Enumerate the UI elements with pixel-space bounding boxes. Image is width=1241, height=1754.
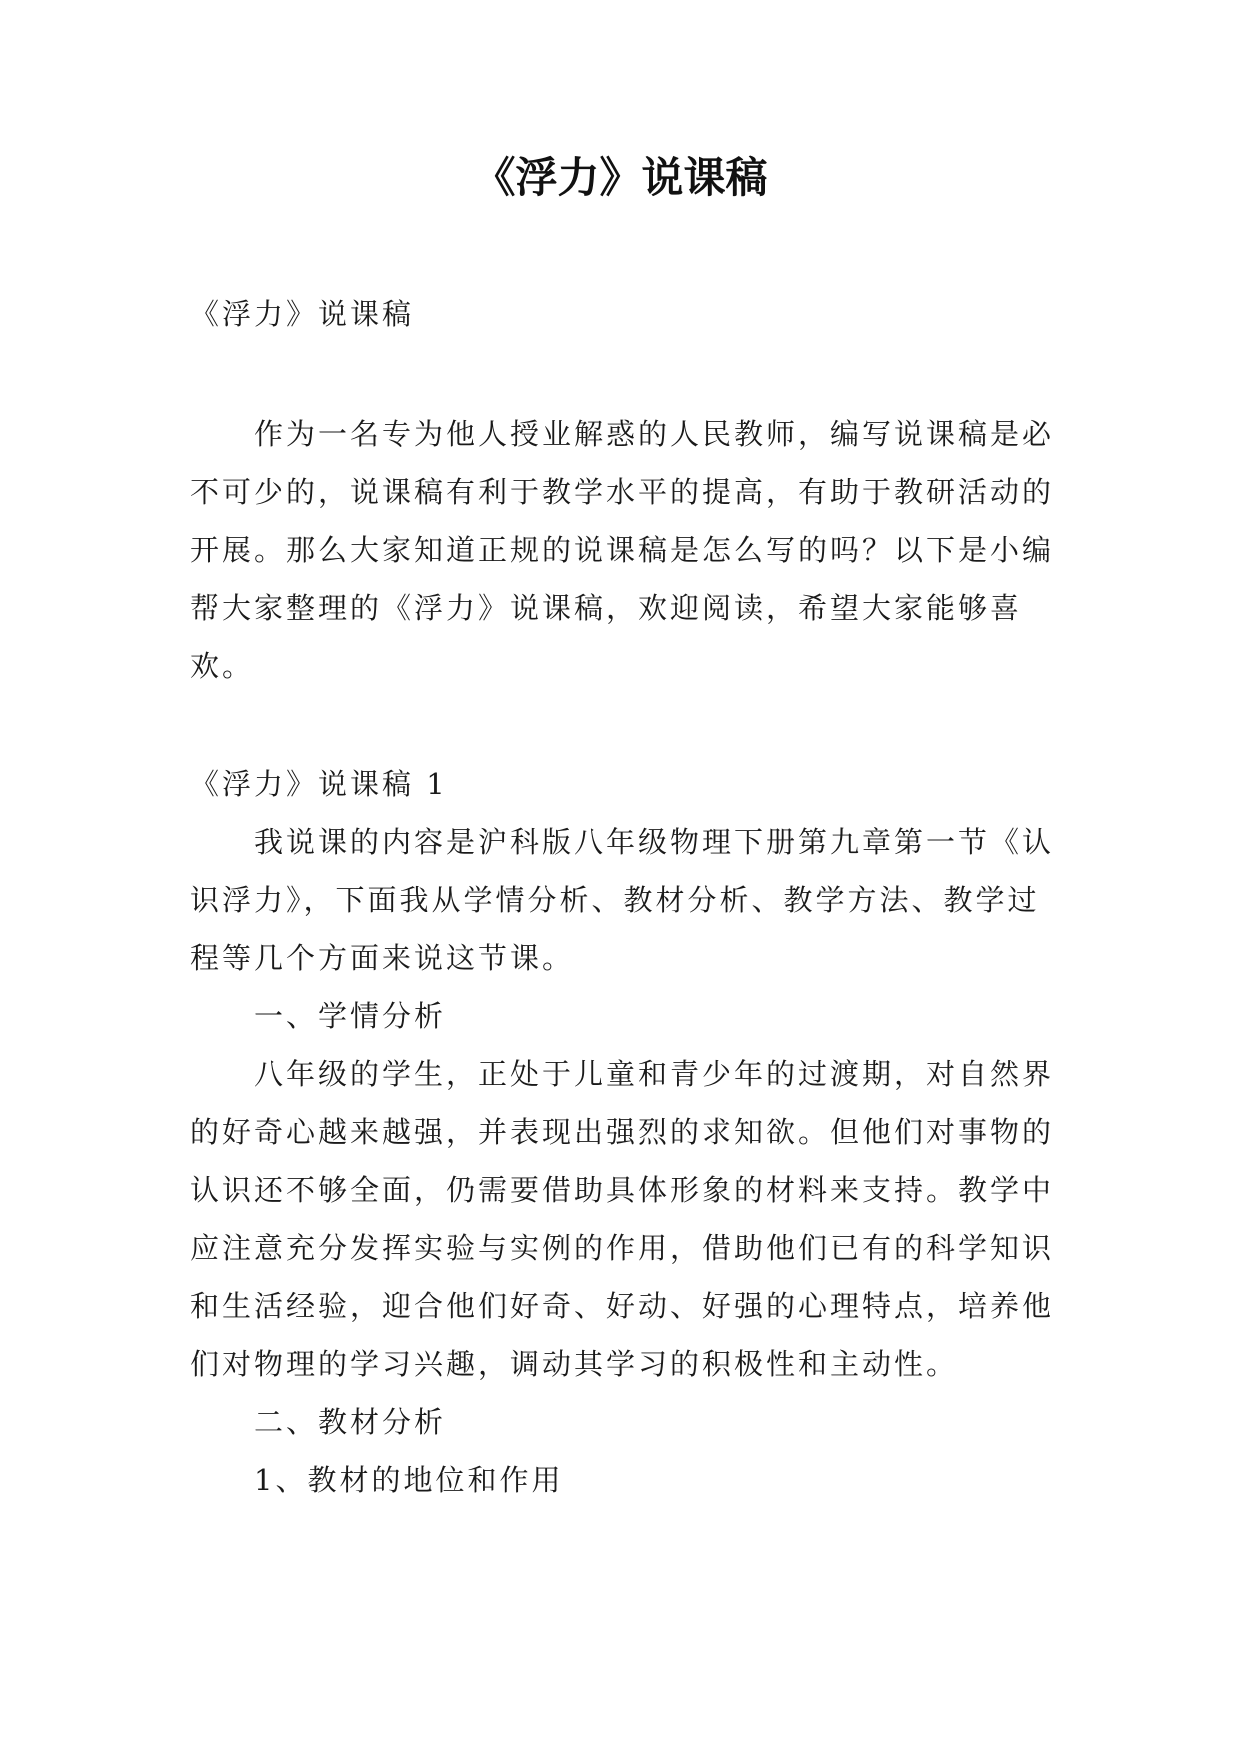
- section-body: [190, 755, 1060, 1509]
- section-heading: 《浮力》说课稿 1: [190, 767, 448, 801]
- document-subtitle: 《浮力》说课稿: [190, 297, 415, 331]
- content-paragraph: 八年级的学生，正处于儿童和青少年的过渡期，对自然界的好奇心越来越强，并表现出强烈的求知欲。但他们对事物的认识还不够全面，仍需要借助具体形象的材料来支持。教学中应注意充分发挥实验与实例的作用，借助他们已有的科学知识和生活经验，迎合他们好奇、好动、好强的心理特点，培养他们对物理的学习兴趣，调动其学习的积极性和主动性。: [190, 1057, 1055, 1381]
- heading-student-analysis: 一、学情分析: [254, 999, 447, 1033]
- heading-textbook-analysis: 二、教材分析: [254, 1405, 447, 1439]
- content-paragraph: 我说课的内容是沪科版八年级物理下册第九章第一节《认识浮力》，下面我从学情分析、教材分析、教学方法、教学过程等几个方面来说这节课。: [190, 825, 1055, 975]
- subheading-textbook-role: 1、教材的地位和作用: [254, 1463, 564, 1497]
- document-title: 《浮力》说课稿: [473, 153, 768, 202]
- intro-paragraph: 作为一名专为他人授业解惑的人民教师，编写说课稿是必不可少的，说课稿有利于教学水平的提高，有助于教研活动的开展。那么大家知道正规的说课稿是怎么写的吗？以下是小编帮大家整理的《浮力》说课稿，欢迎阅读，希望大家能够喜欢。: [190, 417, 1055, 683]
